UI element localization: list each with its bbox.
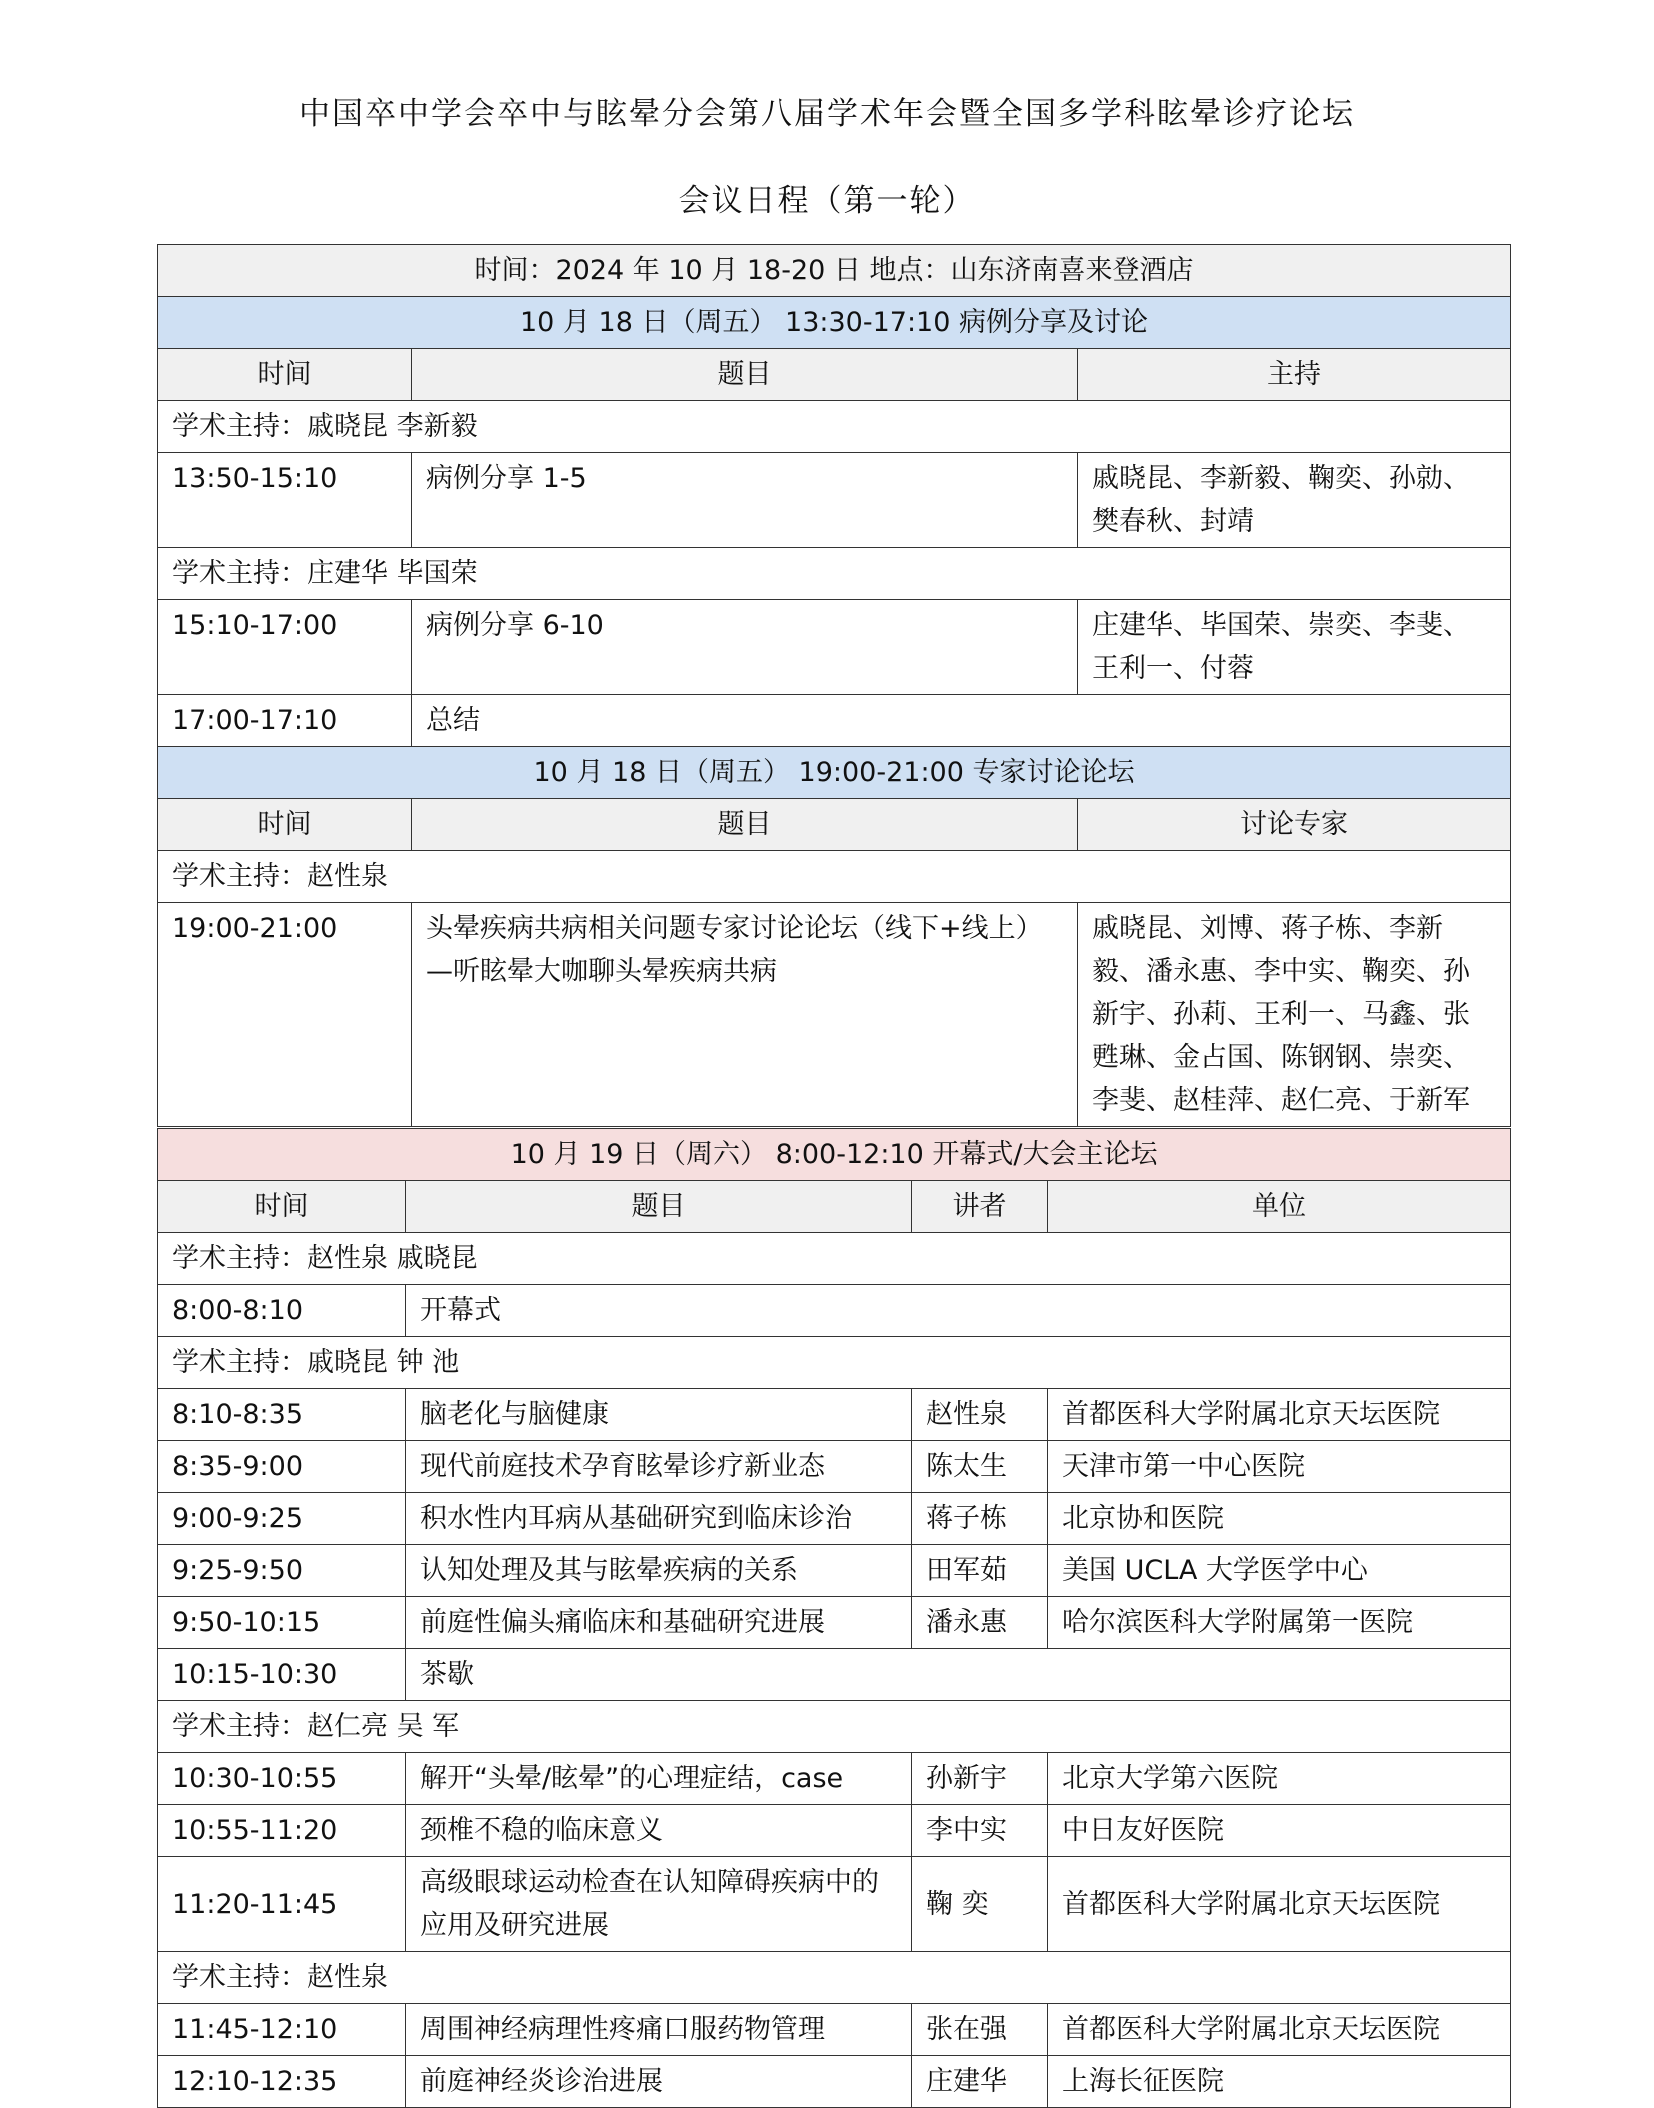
speaker-cell: 鞠 奕 — [912, 1857, 1048, 1952]
header-topic: 题目 — [412, 349, 1078, 401]
table-header — [158, 799, 1511, 851]
time-cell: 15:10-17:00 — [158, 600, 412, 695]
banner-oct19-am: 10 月 19 日（周六） 8:00-12:10 开幕式/大会主论坛 — [158, 1129, 1511, 1181]
time-cell: 8:35-9:00 — [158, 1441, 406, 1493]
time-cell: 9:50-10:15 — [158, 1597, 406, 1649]
topic-cell: 头晕疾病共病相关问题专家讨论论坛（线下+线上）—听眩晕大咖聊头晕疾病共病 — [412, 903, 1078, 1127]
banner-oct18-pm: 10 月 18 日（周五） 13:30-17:10 病例分享及讨论 — [158, 297, 1511, 349]
schedule-table-oct19 — [157, 1128, 1511, 2108]
section-banner — [158, 1129, 1511, 1181]
host-row — [158, 401, 1511, 453]
speaker-cell: 李中实 — [912, 1805, 1048, 1857]
host-label: 学术主持：庄建华 毕国荣 — [158, 548, 1511, 600]
table-row — [158, 1493, 1511, 1545]
unit-cell: 天津市第一中心医院 — [1048, 1441, 1511, 1493]
header-time: 时间 — [158, 799, 412, 851]
host-row — [158, 1701, 1511, 1753]
table-row — [158, 1805, 1511, 1857]
banner-oct18-eve: 10 月 18 日（周五） 19:00-21:00 专家讨论论坛 — [158, 747, 1511, 799]
host-label: 学术主持：赵仁亮 吴 军 — [158, 1701, 1511, 1753]
header-time: 时间 — [158, 349, 412, 401]
topic-cell: 高级眼球运动检查在认知障碍疾病中的应用及研究进展 — [406, 1857, 912, 1952]
topic-cell: 解开“头晕/眩晕”的心理症结，case — [406, 1753, 912, 1805]
unit-cell: 北京大学第六医院 — [1048, 1753, 1511, 1805]
header-topic: 题目 — [412, 799, 1078, 851]
time-cell: 13:50-15:10 — [158, 453, 412, 548]
header-speaker: 讲者 — [912, 1181, 1048, 1233]
host-cell: 庄建华、毕国荣、崇奕、李斐、王利一、付蓉 — [1078, 600, 1511, 695]
host-row — [158, 851, 1511, 903]
host-row — [158, 1233, 1511, 1285]
host-row — [158, 1337, 1511, 1389]
host-label: 学术主持：赵性泉 戚晓昆 — [158, 1233, 1511, 1285]
unit-cell: 首都医科大学附属北京天坛医院 — [1048, 2004, 1511, 2056]
day2-rows — [158, 1233, 1511, 2108]
host-label: 学术主持：赵性泉 — [158, 1952, 1511, 2004]
table-row — [158, 1545, 1511, 1597]
table-row — [158, 1857, 1511, 1952]
table-row — [158, 453, 1511, 548]
speaker-cell: 张在强 — [912, 2004, 1048, 2056]
time-cell: 11:20-11:45 — [158, 1857, 406, 1952]
header-time: 时间 — [158, 1181, 406, 1233]
time-cell: 9:00-9:25 — [158, 1493, 406, 1545]
speaker-cell: 蒋子栋 — [912, 1493, 1048, 1545]
table-row — [158, 1389, 1511, 1441]
table-header — [158, 349, 1511, 401]
topic-cell: 病例分享 1-5 — [412, 453, 1078, 548]
topic-cell: 病例分享 6-10 — [412, 600, 1078, 695]
table-row — [158, 695, 1511, 747]
schedule-table-oct18 — [157, 244, 1511, 1127]
host-row — [158, 1952, 1511, 2004]
table-row — [158, 1285, 1511, 1337]
info-row — [158, 245, 1511, 297]
topic-cell: 开幕式 — [406, 1285, 1511, 1337]
table-row — [158, 1649, 1511, 1701]
header-experts: 讨论专家 — [1078, 799, 1511, 851]
section-banner — [158, 747, 1511, 799]
topic-cell: 脑老化与脑健康 — [406, 1389, 912, 1441]
host-row — [158, 548, 1511, 600]
unit-cell: 北京协和医院 — [1048, 1493, 1511, 1545]
speaker-cell: 赵性泉 — [912, 1389, 1048, 1441]
time-location: 时间：2024 年 10 月 18-20 日 地点：山东济南喜来登酒店 — [158, 245, 1511, 297]
document-title: 中国卒中学会卒中与眩晕分会第八届学术年会暨全国多学科眩晕诊疗论坛 — [299, 96, 1355, 132]
unit-cell: 美国 UCLA 大学医学中心 — [1048, 1545, 1511, 1597]
speaker-cell: 陈太生 — [912, 1441, 1048, 1493]
topic-cell: 现代前庭技术孕育眩晕诊疗新业态 — [406, 1441, 912, 1493]
experts-cell: 戚晓昆、刘博、蒋子栋、李新毅、潘永惠、李中实、鞠奕、孙新宇、孙莉、王利一、马鑫、张甦琳、金占国、陈钢钢、崇奕、李斐、赵桂萍、赵仁亮、于新军 — [1078, 903, 1511, 1127]
table-row — [158, 2056, 1511, 2108]
host-label: 学术主持：戚晓昆 钟 池 — [158, 1337, 1511, 1389]
section-banner — [158, 297, 1511, 349]
unit-cell: 上海长征医院 — [1048, 2056, 1511, 2108]
time-cell: 9:25-9:50 — [158, 1545, 406, 1597]
time-cell: 10:30-10:55 — [158, 1753, 406, 1805]
header-topic: 题目 — [406, 1181, 912, 1233]
topic-cell: 周围神经病理性疼痛口服药物管理 — [406, 2004, 912, 2056]
table-row — [158, 600, 1511, 695]
speaker-cell: 庄建华 — [912, 2056, 1048, 2108]
time-cell: 17:00-17:10 — [158, 695, 412, 747]
topic-cell: 茶歇 — [406, 1649, 1511, 1701]
table-row — [158, 2004, 1511, 2056]
time-cell: 10:15-10:30 — [158, 1649, 406, 1701]
speaker-cell: 孙新宇 — [912, 1753, 1048, 1805]
unit-cell: 首都医科大学附属北京天坛医院 — [1048, 1389, 1511, 1441]
speaker-cell: 潘永惠 — [912, 1597, 1048, 1649]
topic-cell: 积水性内耳病从基础研究到临床诊治 — [406, 1493, 912, 1545]
header-host: 主持 — [1078, 349, 1511, 401]
time-cell: 8:00-8:10 — [158, 1285, 406, 1337]
table-header — [158, 1181, 1511, 1233]
time-cell: 19:00-21:00 — [158, 903, 412, 1127]
table-row — [158, 903, 1511, 1127]
header-unit: 单位 — [1048, 1181, 1511, 1233]
unit-cell: 哈尔滨医科大学附属第一医院 — [1048, 1597, 1511, 1649]
table-row — [158, 1441, 1511, 1493]
topic-cell: 总结 — [412, 695, 1511, 747]
unit-cell: 首都医科大学附属北京天坛医院 — [1048, 1857, 1511, 1952]
time-cell: 10:55-11:20 — [158, 1805, 406, 1857]
topic-cell: 前庭神经炎诊治进展 — [406, 2056, 912, 2108]
host-cell: 戚晓昆、李新毅、鞠奕、孙勍、樊春秋、封靖 — [1078, 453, 1511, 548]
table-row — [158, 1753, 1511, 1805]
host-label: 学术主持：赵性泉 — [158, 851, 1511, 903]
time-cell: 8:10-8:35 — [158, 1389, 406, 1441]
unit-cell: 中日友好医院 — [1048, 1805, 1511, 1857]
time-cell: 11:45-12:10 — [158, 2004, 406, 2056]
topic-cell: 颈椎不稳的临床意义 — [406, 1805, 912, 1857]
speaker-cell: 田军茹 — [912, 1545, 1048, 1597]
time-cell: 12:10-12:35 — [158, 2056, 406, 2108]
table-row — [158, 1597, 1511, 1649]
topic-cell: 认知处理及其与眩晕疾病的关系 — [406, 1545, 912, 1597]
document-subtitle: 会议日程（第一轮） — [678, 183, 976, 219]
host-label: 学术主持：戚晓昆 李新毅 — [158, 401, 1511, 453]
topic-cell: 前庭性偏头痛临床和基础研究进展 — [406, 1597, 912, 1649]
